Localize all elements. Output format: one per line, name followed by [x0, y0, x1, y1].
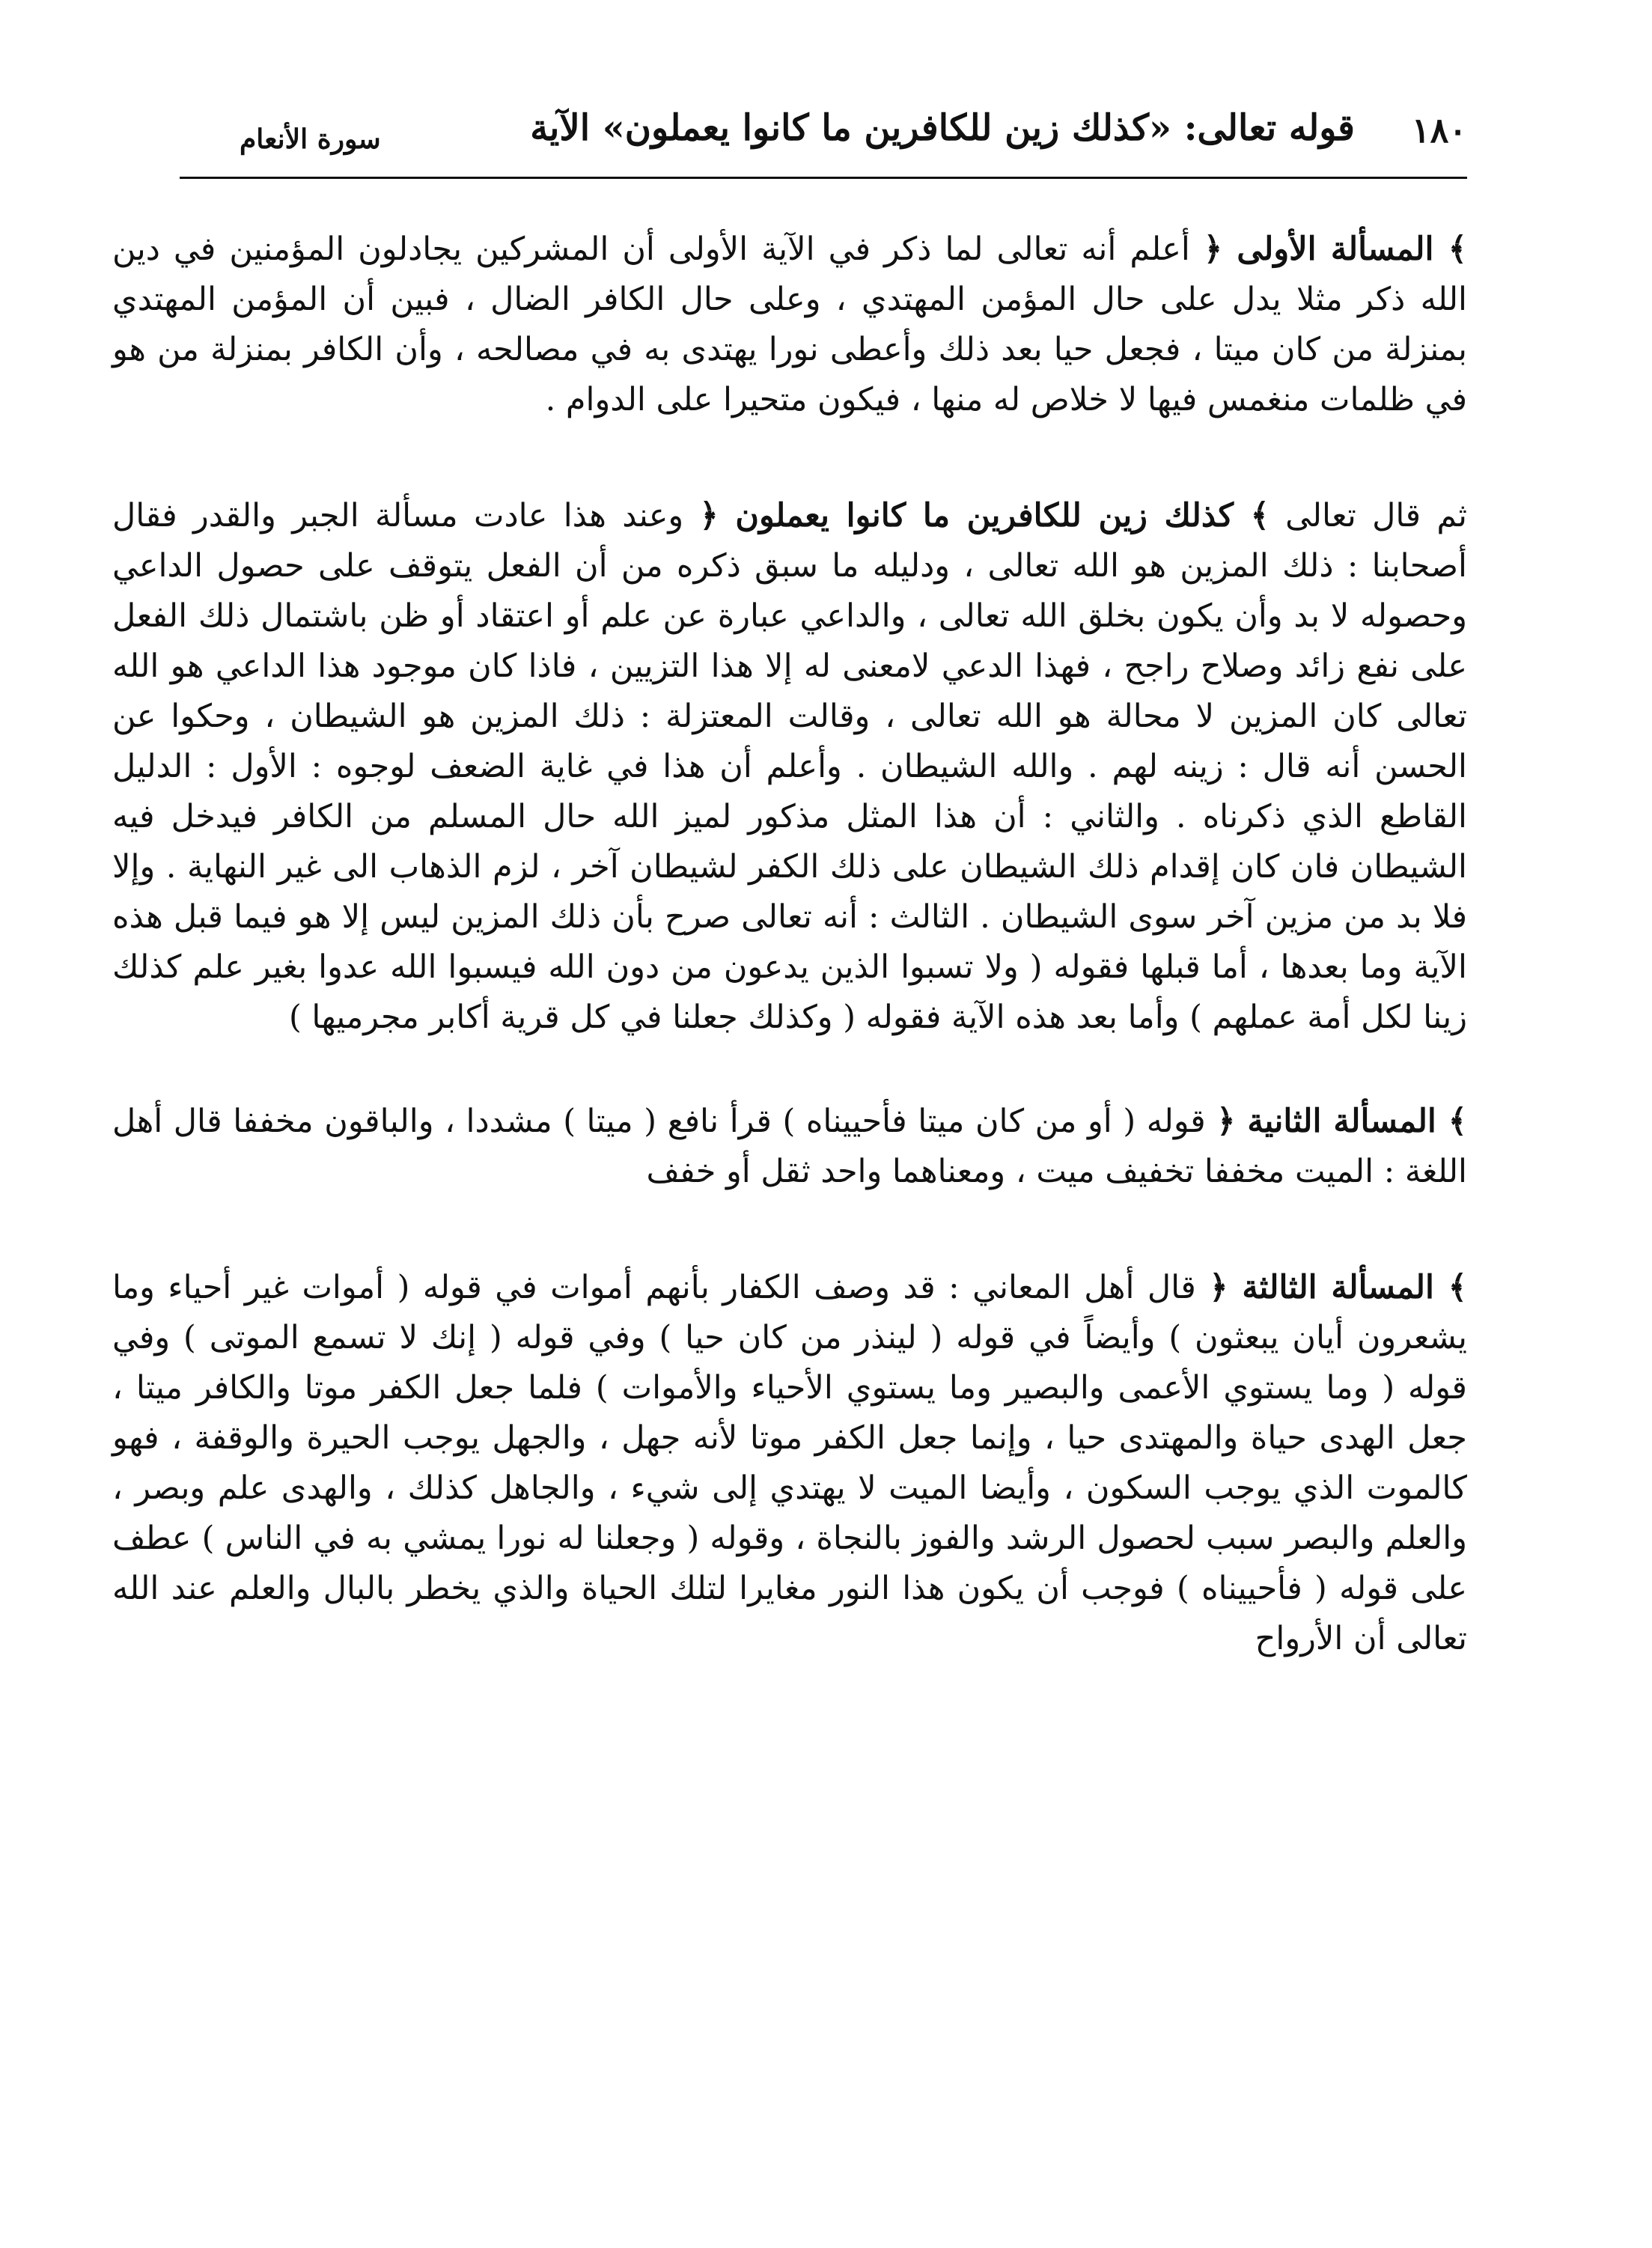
section-text: أعلم أنه تعالى لما ذكر في الآية الأولى أن المشركين يجادلون المؤمنين في دين الله ذكر مثلا يدل على حال المؤمن المهتدي ، وعلى حال الكافر الضال ، فبين أن المؤمن المهتدي بمنزلة من كان ميتا ، فجعل حيا بعد ذلك وأعطى نورا يهتدى به في مصالحه ، وأن الكافر بمنزلة من هو في ظلمات منغمس فيها لا خلاص له منها ، فيكون متحيرا على الدوام .: [112, 231, 1467, 418]
page-number: ١٨٠: [1411, 110, 1467, 150]
section-lead: ثم قال تعالى: [1285, 497, 1467, 534]
section-heading: ﴾ المسألة الأولى ﴿: [1203, 231, 1467, 268]
section-heading: ﴾ المسألة الثالثة ﴿: [1209, 1269, 1467, 1306]
section-first-issue: [112, 225, 1467, 425]
section-text: قال أهل المعاني : قد وصف الكفار بأنهم أموات في قوله ( أموات غير أحياء وما يشعرون أيان يبعثون ) وأيضاً في قوله ( لينذر من كان حيا ) وفي قوله ( إنك لا تسمع الموتى ) وفي قوله ( وما يستوي الأعمى والبصير وما يستوي الأحياء والأموات ) فلما جعل الكفر موتا والكافر ميتا ، جعل الهدى حياة والمهتدى حيا ، وإنما جعل الكفر موتا لأنه جهل ، والجهل يوجب الحيرة والوقفة ، فهو كالموت الذي يوجب السكون ، وأيضا الميت لا يهتدي إلى شيء ، والجاهل كذلك ، والهدى علم وبصر ، والعلم والبصر سبب لحصول الرشد والفوز بالنجاة ، وقوله ( وجعلنا له نورا يمشي به في الناس ) عطف على قوله ( فأحييناه ) فوجب أن يكون هذا النور مغايرا لتلك الحياة والذي يخطر بالبال والعلم عند الله تعالى أن الأرواح: [112, 1269, 1467, 1657]
section-text: قوله ( أو من كان ميتا فأحييناه ) قرأ نافع ( ميتا ) مشددا ، والباقون مخففا قال أهل اللغة : الميت مخففا تخفيف ميت ، ومعناهما واحد ثقل أو خفف: [112, 1103, 1467, 1190]
header-surah-name: سورة الأنعام: [240, 124, 381, 155]
section-heading: ﴾ المسألة الثانية ﴿: [1216, 1103, 1467, 1140]
page-header: [180, 101, 1467, 176]
header-divider: [180, 177, 1467, 179]
section-text: وعند هذا عادت مسألة الجبر والقدر فقال أصحابنا : ذلك المزين هو الله تعالى ، ودليله ما سبق ذكره من أن الفعل يتوقف على حصول الداعي وحصوله لا بد وأن يكون بخلق الله تعالى ، والداعي عبارة عن علم أو اعتقاد أو ظن باشتمال ذلك الفعل على نفع زائد وصلاح راجح ، فهذا الدعي لامعنى له إلا هذا التزيين ، فاذا كان موجود هذا الداعي هو الله تعالى كان المزين لا محالة هو الله تعالى ، وقالت المعتزلة : ذلك المزين هو الشيطان ، وحكوا عن الحسن أنه قال : زينه لهم . والله الشيطان . وأعلم أن هذا في غاية الضعف لوجوه : الأول : الدليل القاطع الذي ذكرناه . والثاني : أن هذا المثل مذكور لميز الله حال المسلم من الكافر فيدخل فيه الشيطان فان كان إقدام ذلك الشيطان على ذلك الكفر لشيطان آخر ، لزم الذهاب الى غير النهاية . وإلا فلا بد من مزين آخر سوى الشيطان . الثالث : أنه تعالى صرح بأن ذلك المزين ليس إلا هو فيما قبل هذه الآية وما بعدها ، أما قبلها فقوله ( ولا تسبوا الذين يدعون من دون الله فيسبوا الله عدوا بغير علم كذلك زينا لكل أمة عملهم ) وأما بعد هذه الآية فقوله ( وكذلك جعلنا في كل قرية أكابر مجرميها ): [112, 497, 1467, 1036]
page-body: [112, 225, 1467, 1664]
section-verse-discussion: [112, 491, 1467, 1043]
section-second-issue: [112, 1097, 1467, 1197]
quranic-verse: ﴾ كذلك زين للكافرين ما كانوا يعملون ﴿: [699, 497, 1270, 534]
header-title: قوله تعالى: «كذلك زين للكافرين ما كانوا يعملون» الآية: [530, 107, 1355, 149]
section-third-issue: [112, 1263, 1467, 1664]
